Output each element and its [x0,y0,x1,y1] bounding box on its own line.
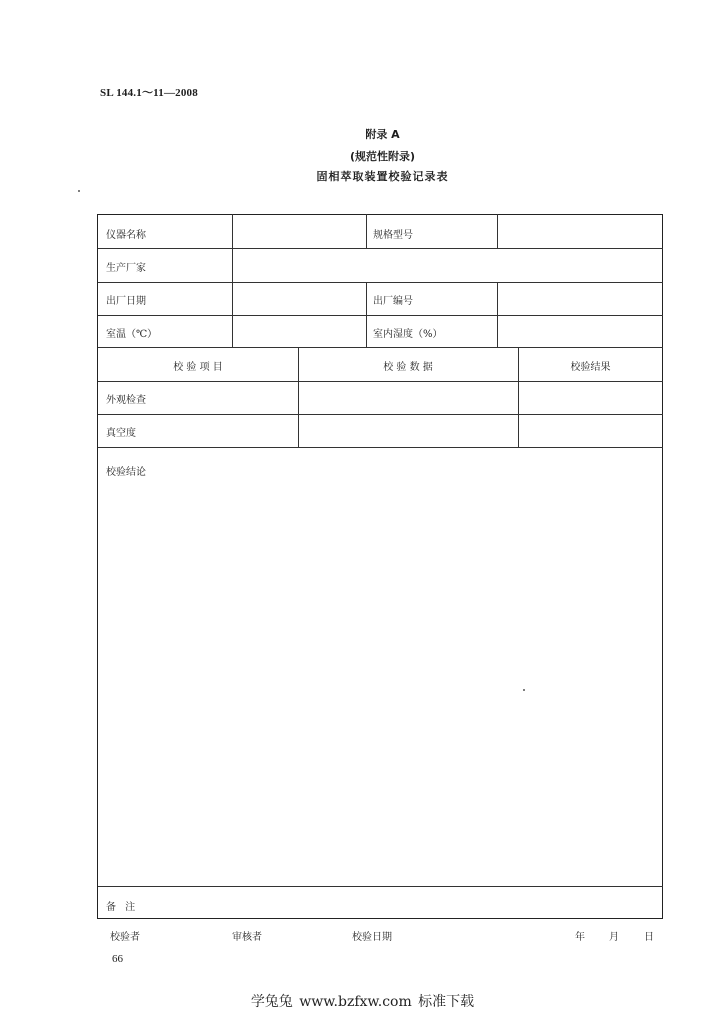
row-divider [98,282,663,283]
column-divider [232,248,233,282]
humidity-label: 室内湿度（%） [373,329,443,340]
check-result-header: 校验结果 [570,362,611,373]
form-title: 固相萃取装置校验记录表 [316,170,449,183]
check-item-appearance: 外观检查 [106,395,146,406]
column-divider [232,282,233,347]
check-date-label: 校验日期 [352,932,392,943]
check-item-vacuum: 真空度 [106,428,136,439]
room-temperature-label: 室温（℃） [106,329,158,340]
watermark-text: 学兔兔 www.bzfxw.com 标准下载 [250,994,475,1010]
page-number: 66 [112,953,123,965]
stray-mark [523,689,525,691]
column-divider [232,214,233,248]
year-label: 年 [575,932,585,943]
row-divider [98,347,663,348]
checker-label: 校验者 [110,932,140,943]
column-divider [497,214,498,248]
column-divider [366,282,367,347]
check-item-header: 校 验 项 目 [173,362,223,373]
appendix-title: 附录 A [365,128,400,141]
production-date-label: 出厂日期 [106,296,146,307]
row-divider [98,381,663,382]
day-label: 日 [644,932,654,943]
month-label: 月 [609,932,619,943]
serial-number-label: 出厂编号 [373,296,413,307]
spec-model-label: 规格型号 [373,230,413,241]
remarks-label: 备 注 [106,902,136,913]
reviewer-label: 审核者 [232,932,262,943]
instrument-name-label: 仪器名称 [106,230,146,241]
calibration-form-table [97,214,663,919]
row-divider [98,886,663,887]
standard-code: SL 144.1～11—2008 [100,87,198,99]
manufacturer-label: 生产厂家 [106,263,146,274]
row-divider [98,248,663,249]
check-data-header: 校 验 数 据 [383,362,433,373]
column-divider [366,214,367,248]
conclusion-label: 校验结论 [106,467,146,478]
row-divider [98,315,663,316]
column-divider [497,282,498,347]
row-divider [98,447,663,448]
appendix-subtitle: (规范性附录) [349,150,416,163]
stray-mark [78,190,80,192]
row-divider [98,414,663,415]
